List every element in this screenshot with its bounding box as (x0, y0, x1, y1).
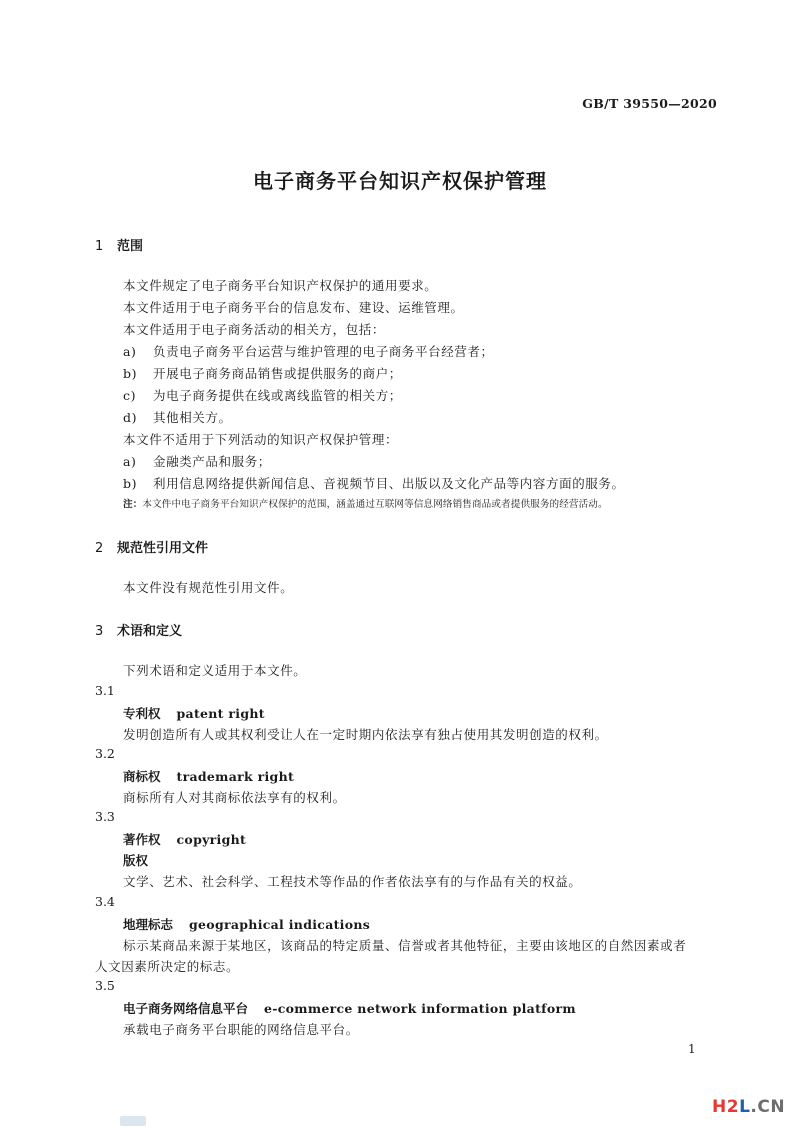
section-heading-normative-references (95, 537, 208, 556)
term-heading (123, 915, 370, 933)
term-heading (123, 999, 576, 1017)
term-zh: 著作权 (123, 832, 161, 847)
term-en: geographical indications (189, 917, 371, 932)
term-number: 3.4 (95, 894, 115, 909)
term-en: trademark right (176, 769, 295, 784)
term-definition: 文学、艺术、社会科学、工程技术等作品的作者依法享有的与作品有关的权益。 (123, 874, 582, 889)
section-title: 范围 (117, 239, 144, 254)
section-heading-scope (95, 235, 143, 254)
paragraph: 本文件适用于电子商务平台的信息发布、建设、运维管理。 (123, 300, 464, 315)
note-text: 本文件中电子商务平台知识产权保护的范围，涵盖通过互联网等信息网络销售商品或者提供服务的经营活动。 (142, 499, 608, 510)
term-definition: 商标所有人对其商标依法享有的权利。 (123, 790, 346, 805)
page-number: 1 (688, 1042, 696, 1056)
list-marker: c) (123, 388, 137, 403)
section-heading-terms (95, 620, 182, 639)
watermark-part: H2 (712, 1097, 740, 1117)
term-number: 3.3 (95, 809, 115, 824)
term-en: e-commerce network information platform (264, 1001, 576, 1016)
list-item-text: 为电子商务提供在线或离线监管的相关方； (153, 388, 402, 403)
list-item-text: 金融类产品和服务； (153, 454, 271, 469)
section-number: 2 (95, 541, 104, 556)
section-title: 规范性引用文件 (117, 541, 209, 556)
term-alternative: 版权 (123, 853, 149, 868)
term-number: 3.1 (95, 683, 115, 698)
watermark-part: .CN (750, 1097, 786, 1117)
paragraph: 本文件不适用于下列活动的知识产权保护管理： (123, 432, 399, 447)
list-marker: d) (123, 410, 138, 425)
term-definition-continued: 人文因素所决定的标志。 (95, 959, 240, 974)
document-title: 电子商务平台知识产权保护管理 (253, 169, 547, 193)
list-item (123, 408, 232, 426)
section-number: 3 (95, 624, 104, 639)
section-title: 术语和定义 (117, 624, 183, 639)
section-number: 1 (95, 239, 104, 254)
term-heading (123, 830, 246, 848)
paragraph: 本文件适用于电子商务活动的相关方，包括： (123, 322, 386, 337)
note-label: 注： (123, 499, 143, 510)
paragraph: 下列术语和定义适用于本文件。 (123, 663, 307, 678)
term-zh: 地理标志 (123, 917, 174, 932)
list-marker: a) (123, 344, 137, 359)
note (123, 496, 608, 510)
term-number: 3.5 (95, 978, 115, 993)
term-definition: 发明创造所有人或其权利受让人在一定时期内依法享有独占使用其发明创造的权利。 (123, 727, 608, 742)
term-definition: 标示某商品来源于某地区，该商品的特定质量、信誉或者其他特征，主要由该地区的自然因素或者 (123, 938, 687, 953)
list-marker: b) (123, 476, 138, 491)
term-en: copyright (176, 832, 247, 847)
term-en: patent right (176, 706, 265, 721)
list-item (123, 452, 271, 470)
list-item-text: 开展电子商务商品销售或提供服务的商户； (153, 366, 402, 381)
standard-number: GB/T 39550—2020 (582, 96, 717, 111)
term-heading (123, 704, 265, 722)
paragraph: 本文件规定了电子商务平台知识产权保护的通用要求。 (123, 278, 438, 293)
term-definition: 承载电子商务平台职能的网络信息平台。 (123, 1022, 359, 1037)
watermark-part: L (739, 1097, 751, 1117)
list-item (123, 364, 402, 382)
term-number: 3.2 (95, 746, 115, 761)
term-heading (123, 767, 294, 785)
list-item (123, 342, 494, 360)
list-item-text: 其他相关方。 (153, 410, 232, 425)
list-item-text: 利用信息网络提供新闻信息、音视频节目、出版以及文化产品等内容方面的服务。 (153, 476, 625, 491)
term-zh: 商标权 (123, 769, 161, 784)
scan-mark (120, 1116, 146, 1126)
paragraph: 本文件没有规范性引用文件。 (123, 580, 294, 595)
list-item-text: 负责电子商务平台运营与维护管理的电子商务平台经营者； (153, 344, 494, 359)
list-marker: b) (123, 366, 138, 381)
watermark-logo (712, 1097, 785, 1117)
term-zh: 专利权 (123, 706, 161, 721)
list-item (123, 386, 402, 404)
term-zh: 电子商务网络信息平台 (123, 1001, 249, 1016)
list-item (123, 474, 625, 492)
list-marker: a) (123, 454, 137, 469)
